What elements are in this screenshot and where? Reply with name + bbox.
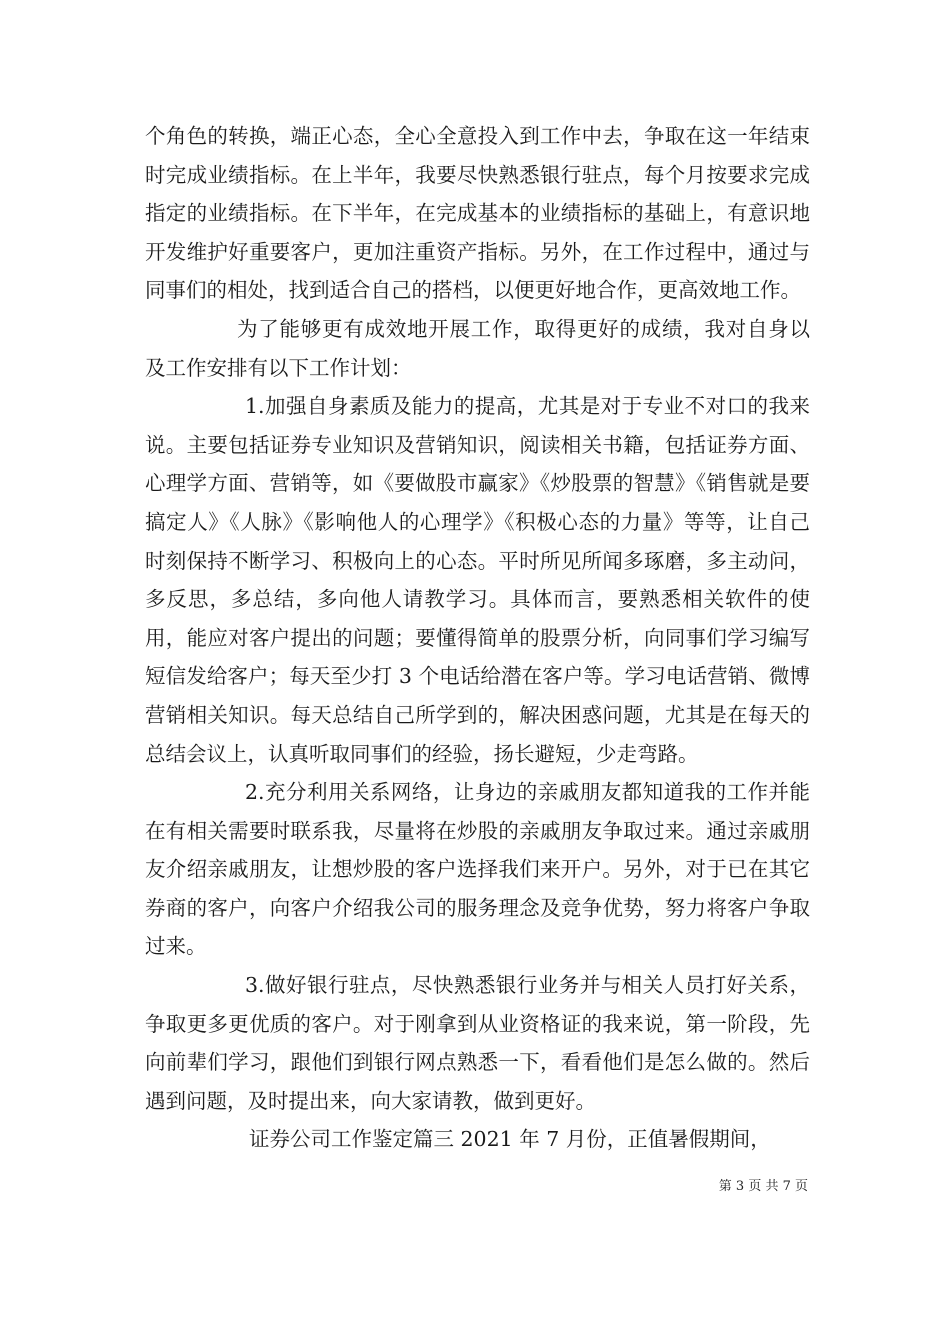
paragraph-section-three-start: 证券公司工作鉴定篇三 2021 年 7 月份，正值暑假期间， <box>249 1127 771 1152</box>
document-body <box>145 117 810 1159</box>
paragraph-plan-item-2: 2.充分利用关系网络，让身边的亲戚朋友都知道我的工作并能在有相关需要时联系我，尽量将在炒股的亲戚朋友争取过来。通过亲戚朋友介绍亲戚朋友，让想炒股的客户选择我们来开户。另外，对于已在其它券商的客户，向客户介绍我公司的服务理念及竞争优势，努力将客户争取过来。 <box>145 780 810 959</box>
paragraph-plan-item-3: 3.做好银行驻点，尽快熟悉银行业务并与相关人员打好关系，争取更多更优质的客户。对于刚拿到从业资格证的我来说，第一阶段，先向前辈们学习，跟他们到银行网点熟悉一下，看看他们是怎么做的。然后遇到问题，及时提出来，向大家请教，做到更好。 <box>145 973 810 1113</box>
paragraph-work-plan-intro: 为了能够更有成效地开展工作，取得更好的成绩，我对自身以及工作安排有以下工作计划： <box>145 316 810 380</box>
paragraph-plan-item-1: 1.加强自身素质及能力的提高，尤其是对于专业不对口的我来说。主要包括证券专业知识及营销知识，阅读相关书籍，包括证券方面、心理学方面、营销等，如《要做股市赢家》《炒股票的智慧》《销售就是要搞定人》《人脉》《影响他人的心理学》《积极心态的力量》等等，让自己时刻保持不断学习、积极向上的心态。平时所见所闻多琢磨，多主动问，多反思，多总结，多向他人请教学习。具体而言，要熟悉相关软件的使用，能应对客户提出的问题；要懂得简单的股票分析，向同事们学习编写短信发给客户；每天至少打 3 个电话给潜在客户等。学习电话营销、微博营销相关知识。每天总结自己所学到的，解决困惑问题，尤其是在每天的总结会议上，认真听取同事们的经验，扬长避短，少走弯路。 <box>145 394 810 766</box>
paragraph-role-transition: 个角色的转换，端正心态，全心全意投入到工作中去，争取在这一年结束时完成业绩指标。在上半年，我要尽快熟悉银行驻点，每个月按要求完成指定的业绩指标。在下半年，在完成基本的业绩指标的基础上，有意识地开发维护好重要客户，更加注重资产指标。另外，在工作过程中，通过与同事们的相处，找到适合自己的搭档，以便更好地合作，更高效地工作。 <box>145 124 810 303</box>
page-number-footer: 第 3 页 共 7 页 <box>718 1179 808 1194</box>
